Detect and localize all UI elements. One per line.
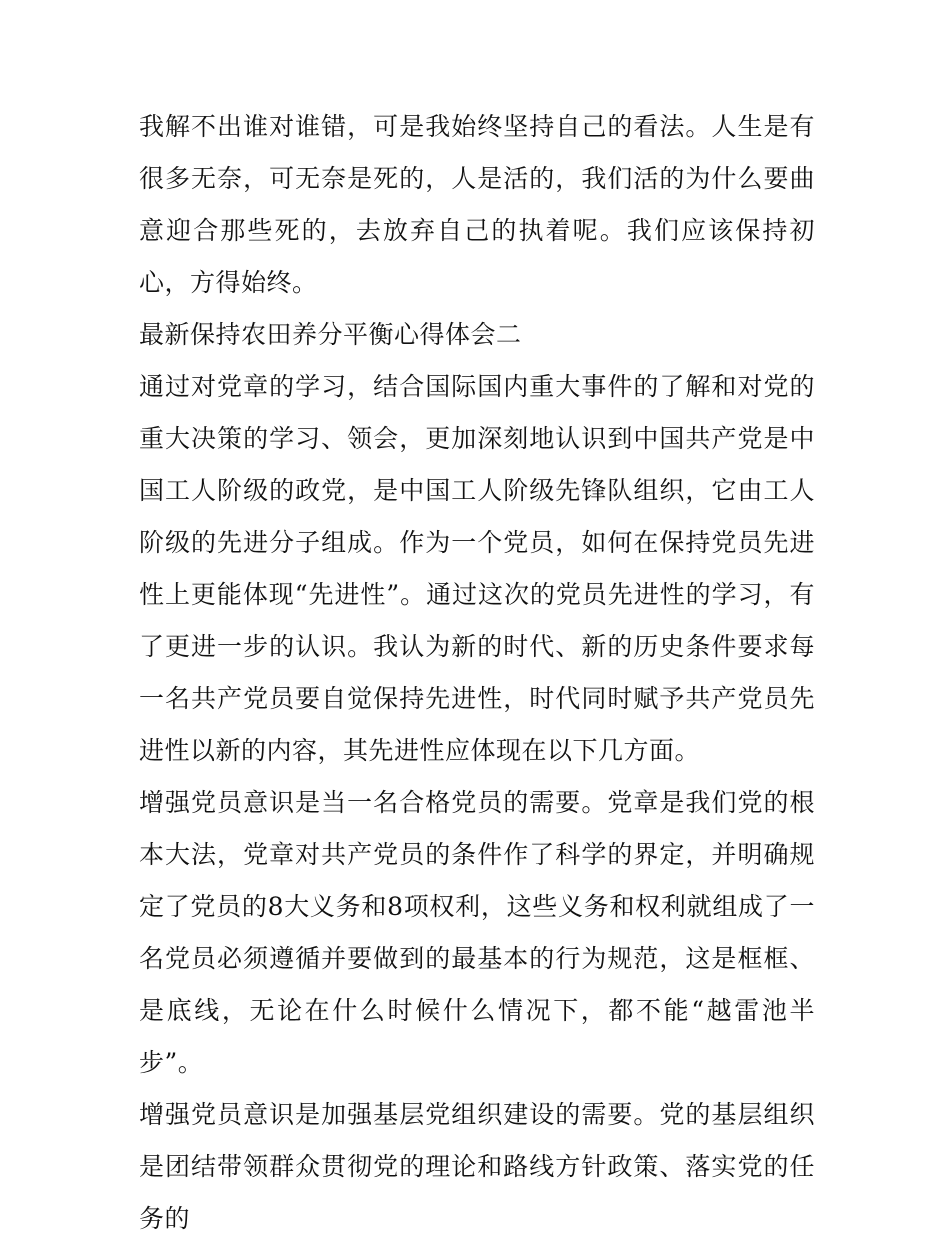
section-heading: 最新保持农田养分平衡心得体会二 bbox=[139, 320, 522, 349]
document-body bbox=[139, 101, 815, 1245]
paragraph-member-awareness: 增强党员意识是当一名合格党员的需要。党章是我们党的根本大法，党章对共产党员的条件作了科学的界定，并明确规定了党员的8大义务和8项权利，这些义务和权利就组成了一名党员必须遵循并要做到的最基本的行为规范，这是框框、是底线，无论在什么时候什么情况下，都不能“越雷池半步”。 bbox=[139, 788, 815, 1077]
paragraph-party-constitution: 通过对党章的学习，结合国际国内重大事件的了解和对党的重大决策的学习、领会，更加深刻地认识到中国共产党是中国工人阶级的政党，是中国工人阶级先锋队组织，它由工人阶级的先进分子组成。作为一个党员，如何在保持党员先进性上更能体现“先进性”。通过这次的党员先进性的学习，有了更进一步的认识。我认为新的时代、新的历史条件要求每一名共产党员要自觉保持先进性，时代同时赋予共产党员先进性以新的内容，其先进性应体现在以下几方面。 bbox=[139, 372, 815, 765]
paragraph-intro: 我解不出谁对谁错，可是我始终坚持自己的看法。人生是有很多无奈，可无奈是死的，人是活的，我们活的为什么要曲意迎合那些死的，去放弃自己的执着呢。我们应该保持初心，方得始终。 bbox=[139, 112, 815, 297]
paragraph-grassroots: 增强党员意识是加强基层党组织建设的需要。党的基层组织是团结带领群众贯彻党的理论和路线方针政策、落实党的任务的 bbox=[139, 1100, 815, 1233]
